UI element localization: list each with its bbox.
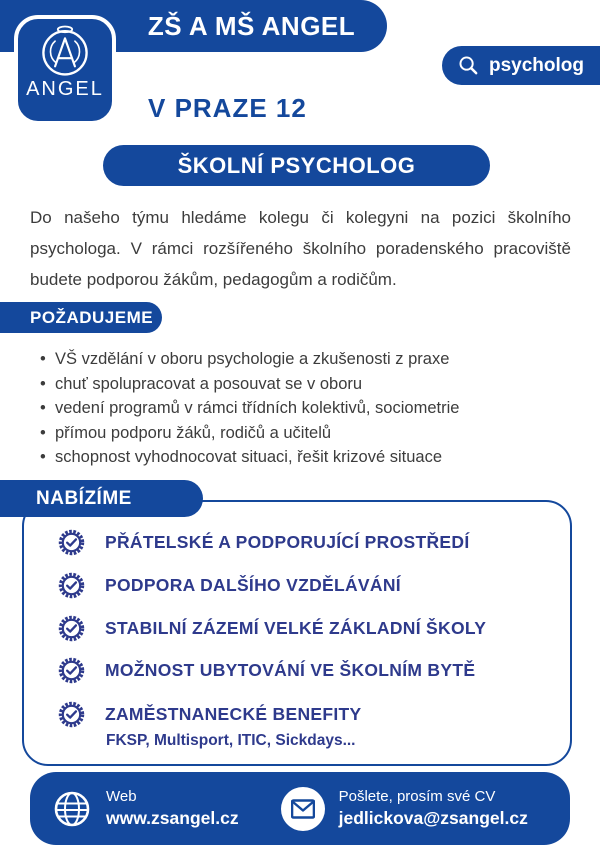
job-title: ŠKOLNÍ PSYCHOLOG: [177, 152, 416, 178]
requirement-item: • schopnost vyhodnocovat situaci, řešit krizové situace: [38, 445, 573, 470]
logo-label: ANGEL: [26, 78, 104, 100]
requirement-item: • vedení programů v rámci třídních kolektivů, sociometrie: [38, 396, 573, 421]
cv-email[interactable]: jedlickova@zsangel.cz: [338, 808, 528, 828]
requirements-heading: [0, 302, 162, 333]
requirement-item: • VŠ vzdělání v oboru psychologie a zkušenosti z praxe: [38, 347, 573, 372]
envelope-icon: [281, 787, 325, 831]
web-url[interactable]: www.zsangel.cz: [106, 808, 239, 828]
badge-check-icon: [58, 529, 85, 556]
requirements-heading-label: POŽADUJEME: [30, 307, 154, 327]
badge-check-icon: [58, 572, 85, 599]
school-logo: [14, 15, 116, 125]
offer-label: STABILNÍ ZÁZEMÍ VELKÉ ZÁKLADNÍ ŠKOLY: [105, 618, 487, 638]
offer-row: [58, 657, 475, 684]
requirement-item: • přímou podporu žáků, rodičů a učitelů: [38, 421, 573, 446]
requirement-item: • chuť spolupracovat a posouvat se v oboru: [38, 372, 573, 397]
offer-row: [58, 572, 401, 599]
globe-icon: [52, 789, 92, 829]
web-contact: [52, 788, 239, 829]
contact-footer: [30, 772, 570, 845]
offer-row: [58, 529, 469, 556]
offer-row: [58, 615, 486, 642]
cv-label: Pošlete, prosím své CV: [338, 788, 496, 805]
offer-label: ZAMĚSTNANECKÉ BENEFITY: [105, 704, 362, 724]
school-name: ZŠ A MŠ ANGEL: [147, 10, 356, 41]
offer-row: [58, 701, 361, 728]
web-label: Web: [106, 788, 137, 805]
offer-label: PŘÁTELSKÉ A PODPORUJÍCÍ PROSTŘEDÍ: [105, 532, 470, 552]
badge-check-icon: [58, 615, 85, 642]
search-query: psycholog: [489, 54, 585, 76]
requirements-list: [38, 347, 573, 470]
offer-label: MOŽNOST UBYTOVÁNÍ VE ŠKOLNÍM BYTĚ: [105, 660, 476, 680]
angel-icon: [38, 23, 92, 79]
offers-heading-label: NABÍZÍME: [36, 487, 132, 509]
badge-check-icon: [58, 701, 85, 728]
badge-check-icon: [58, 657, 85, 684]
search-pill[interactable]: [442, 46, 600, 85]
magnifier-icon: [457, 54, 480, 77]
offer-benefits-detail: FKSP, Multisport, ITIC, Sickdays...: [106, 732, 356, 749]
offers-heading: [0, 480, 203, 517]
cv-contact: [281, 787, 528, 831]
school-location: V PRAZE 12: [148, 93, 307, 123]
job-title-badge: [103, 145, 490, 186]
offer-label: PODPORA DALŠÍHO VZDĚLÁVÁNÍ: [105, 575, 401, 595]
intro-paragraph: Do našeho týmu hledáme kolegu či kolegyni na pozici školního psychologa. V rámci rozšířeného školního poradenského pracoviště budete podporou žákům, pedagogům a rodičům.: [30, 208, 571, 289]
offers-box: [22, 500, 572, 766]
